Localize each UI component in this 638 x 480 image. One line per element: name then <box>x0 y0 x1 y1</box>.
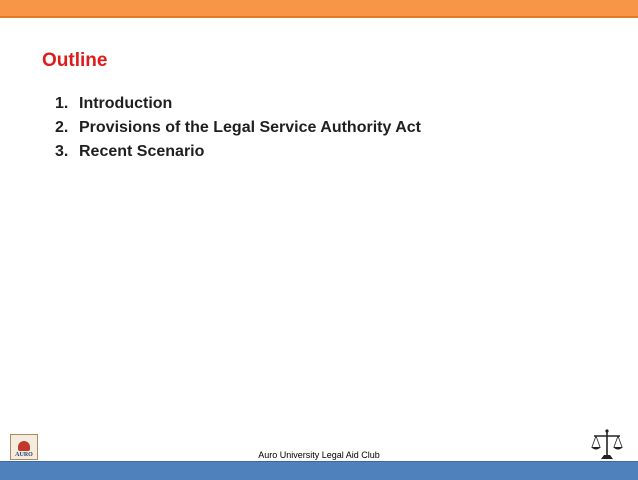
top-accent-bar <box>0 0 638 18</box>
list-item <box>55 116 421 140</box>
outline-list <box>55 92 421 164</box>
logo-label: AURO <box>15 452 33 458</box>
list-item-number: 3. <box>55 143 69 160</box>
list-item <box>55 140 421 164</box>
footer-accent-bar <box>0 461 638 480</box>
list-item-number: 2. <box>55 119 69 136</box>
footer-text: Auro University Legal Aid Club <box>258 450 380 460</box>
list-item-number: 1. <box>55 95 69 112</box>
list-item-text: Provisions of the Legal Service Authority Act <box>79 119 421 136</box>
list-item-text: Introduction <box>79 95 173 112</box>
slide-title: Outline <box>42 50 108 71</box>
list-item-text: Recent Scenario <box>79 143 205 160</box>
list-item <box>55 92 421 116</box>
scales-of-justice-icon <box>590 428 624 460</box>
